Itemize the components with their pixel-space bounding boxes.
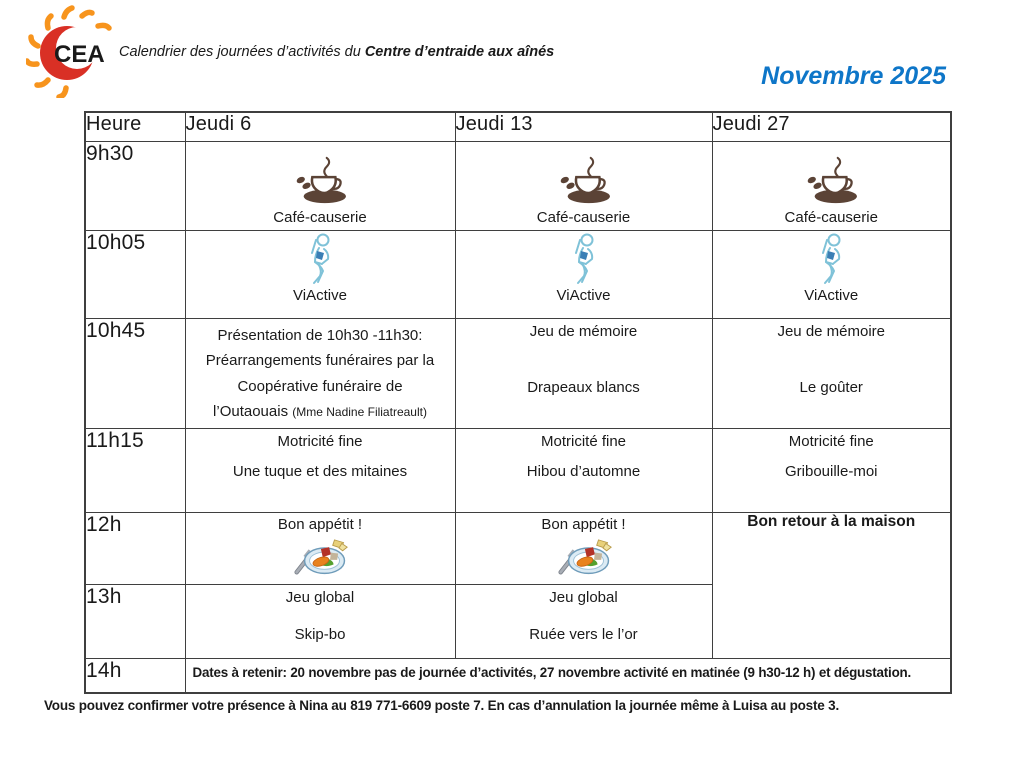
cell-13-jeudi6 xyxy=(185,584,455,658)
activity-label: Bon appétit ! xyxy=(541,515,626,533)
activity-line: Coopérative funéraire de xyxy=(237,377,403,395)
coffee-cup-icon xyxy=(289,156,351,206)
activity-label: ViActive xyxy=(556,286,611,304)
document-title-prefix: Calendrier des journées d’activités du xyxy=(119,44,365,60)
table-row xyxy=(85,428,951,512)
cell-14-dates-note xyxy=(185,658,951,693)
table-row xyxy=(85,141,951,230)
time-label-930: 9h30 xyxy=(85,141,185,230)
time-label-12: 12h xyxy=(85,512,185,584)
activity-line xyxy=(213,403,427,421)
activity-label: Café-causerie xyxy=(784,208,878,226)
activity-line: Le goûter xyxy=(799,378,863,396)
meal-plate-icon xyxy=(555,536,613,580)
activity-line: Gribouille-moi xyxy=(784,462,878,480)
month-title: Novembre 2025 xyxy=(761,62,946,90)
time-label-1045: 10h45 xyxy=(85,318,185,428)
table-header-row xyxy=(85,112,951,141)
cell-1115-jeudi6 xyxy=(185,428,455,512)
table-row xyxy=(85,658,951,693)
meal-plate-icon xyxy=(291,536,349,580)
cell-1045-jeudi27 xyxy=(712,318,951,428)
col-header-heure: Heure xyxy=(85,112,185,141)
cell-930-jeudi6 xyxy=(185,141,455,230)
table-row xyxy=(85,230,951,318)
logo-text: CEA xyxy=(54,41,105,68)
col-header-jeudi-6: Jeudi 6 xyxy=(185,112,455,141)
cell-12-jeudi13 xyxy=(455,512,712,584)
time-label-1005: 10h05 xyxy=(85,230,185,318)
cell-1045-jeudi13 xyxy=(455,318,712,428)
activity-calendar-table xyxy=(84,111,952,694)
activity-line: Hibou d’automne xyxy=(526,462,641,480)
cell-930-jeudi13 xyxy=(455,141,712,230)
activity-line: Une tuque et des mitaines xyxy=(232,462,408,480)
activity-line: Jeu global xyxy=(285,588,355,606)
cell-12-jeudi6 xyxy=(185,512,455,584)
cell-1005-jeudi13 xyxy=(455,230,712,318)
cell-13-jeudi13 xyxy=(455,584,712,658)
coffee-cup-icon xyxy=(800,156,862,206)
activity-line: Motricité fine xyxy=(540,432,627,450)
activity-line: Motricité fine xyxy=(277,432,363,450)
time-label-14: 14h xyxy=(85,658,185,693)
activity-label: Bon retour à la maison xyxy=(747,512,916,530)
cell-1005-jeudi27 xyxy=(712,230,951,318)
document-title xyxy=(119,44,554,60)
activity-line: Présentation de 10h30 -11h30: xyxy=(217,326,423,344)
activity-line: Jeu de mémoire xyxy=(777,322,886,340)
cell-1115-jeudi13 xyxy=(455,428,712,512)
activity-line: Drapeaux blancs xyxy=(527,378,640,396)
cell-1005-jeudi6 xyxy=(185,230,455,318)
activity-label: ViActive xyxy=(293,286,347,304)
col-header-jeudi-13: Jeudi 13 xyxy=(455,112,712,141)
exercise-person-icon xyxy=(566,232,602,286)
cea-sun-logo xyxy=(26,4,118,98)
table-row xyxy=(85,512,951,584)
exercise-person-icon xyxy=(813,232,849,286)
time-label-1115: 11h15 xyxy=(85,428,185,512)
activity-label: Bon appétit ! xyxy=(277,515,363,533)
col-header-jeudi-27: Jeudi 27 xyxy=(712,112,951,141)
table-row xyxy=(85,318,951,428)
cell-930-jeudi27 xyxy=(712,141,951,230)
activity-line-main: l’Outaouais xyxy=(213,403,293,421)
cell-12-13-jeudi27-merged xyxy=(712,512,951,658)
sun-icon xyxy=(26,4,118,98)
activity-label: ViActive xyxy=(804,286,859,304)
activity-label: Café-causerie xyxy=(536,208,631,226)
cell-1045-jeudi6 xyxy=(185,318,455,428)
exercise-person-icon xyxy=(302,232,338,286)
activity-line: Ruée vers le l’or xyxy=(529,625,638,643)
activity-line: Jeu de mémoire xyxy=(529,322,638,340)
activity-label: Café-causerie xyxy=(273,208,367,226)
presenter-name: (Mme Nadine Filiatreault) xyxy=(292,405,427,420)
activity-line: Motricité fine xyxy=(788,432,874,450)
activity-line: Préarrangements funéraires par la xyxy=(205,352,435,370)
activity-line: Jeu global xyxy=(549,588,618,606)
time-label-13: 13h xyxy=(85,584,185,658)
organization-name: Centre d’entraide aux aînés xyxy=(364,44,555,60)
coffee-cup-icon xyxy=(553,156,615,206)
confirmation-footer-note: Vous pouvez confirmer votre présence à Nina au 819 771-6609 poste 7. En cas d’annulation la journée même à Luisa au poste 3. xyxy=(44,698,839,713)
cell-1115-jeudi27 xyxy=(712,428,951,512)
activity-line: Skip-bo xyxy=(294,625,346,643)
dates-reminder-note: Dates à retenir: 20 novembre pas de journée d’activités, 27 novembre activité en matinée (9 h30-12 h) et dégustation. xyxy=(192,664,912,680)
